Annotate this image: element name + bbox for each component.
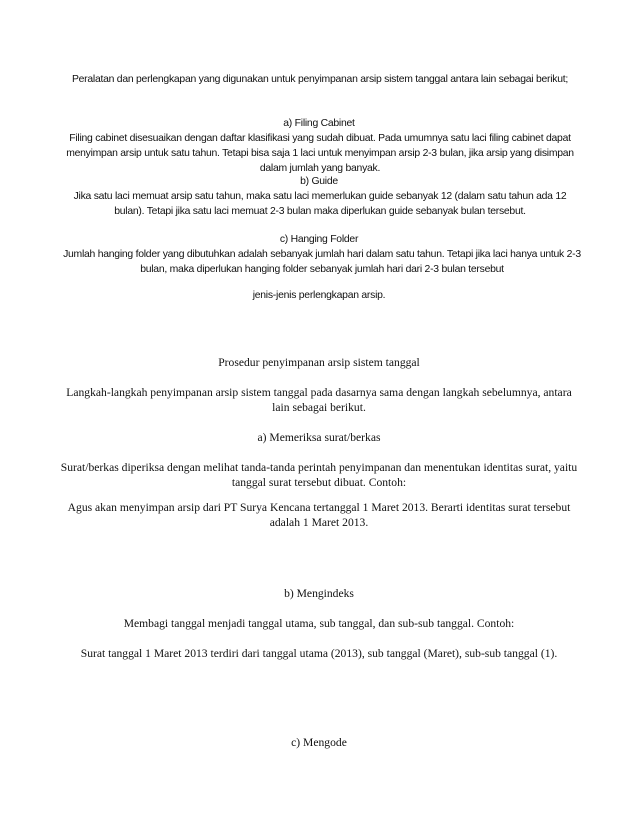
procedure-intro: Langkah-langkah penyimpanan arsip sistem tanggal pada dasarnya sama dengan langkah sebelumnya, antara lain sebagai berikut.	[66, 386, 572, 414]
step-a-example: Agus akan menyimpan arsip dari PT Surya Kencana tertanggal 1 Maret 2013. Berarti identitas surat tersebut adalah 1 Maret 2013.	[67, 501, 571, 529]
step-a-title: a) Memeriksa surat/berkas	[257, 431, 381, 444]
equipment-intro: Peralatan dan perlengkapan yang digunakan untuk penyimpanan arsip sistem tanggal antara lain sebagai berikut;	[71, 74, 569, 85]
guide-body: Jika satu laci memuat arsip satu tahun, maka satu laci memerlukan guide sebanyak 12 (dalam satu tahun ada 12 bulan). Tetapi jika satu laci memuat 2-3 bulan maka diperlukan guide sebanyak bulan tersebut.	[73, 191, 567, 217]
step-a-body: Surat/berkas diperiksa dengan melihat tanda-tanda perintah penyimpanan dan menentukan identitas surat, yaitu tanggal surat tersebut dibuat. Contoh:	[60, 461, 578, 489]
step-b-body: Membagi tanggal menjadi tanggal utama, sub tanggal, dan sub-sub tanggal. Contoh:	[123, 617, 515, 630]
filing-cabinet-title: a) Filing Cabinet	[283, 118, 355, 129]
hanging-folder-title: c) Hanging Folder	[279, 234, 359, 245]
step-c-title: c) Mengode	[291, 736, 347, 749]
filing-cabinet-body: Filing cabinet disesuaikan dengan daftar klasifikasi yang sudah dibuat. Pada umumnya satu laci filing cabinet dapat menyimpan arsip untuk satu tahun. Tetapi bisa saja 1 laci untuk menyimpan arsip 2-3 bulan, jika arsip yang disimpan dalam jumlah yang banyak.	[66, 133, 574, 174]
procedure-heading: Prosedur penyimpanan arsip sistem tanggal	[218, 356, 420, 369]
step-b-title: b) Mengindeks	[284, 587, 354, 600]
guide-title: b) Guide	[300, 176, 338, 187]
hanging-folder-body: Jumlah hanging folder yang dibutuhkan adalah sebanyak jumlah hari dalam satu tahun. Tetapi jika laci hanya untuk 2-3 bulan, maka diperlukan hanging folder sebanyak jumlah hari dari 2-3 bulan tersebut	[63, 249, 581, 275]
step-b-example: Surat tanggal 1 Maret 2013 terdiri dari tanggal utama (2013), sub tanggal (Maret), sub-sub tanggal (1).	[80, 647, 558, 660]
equipment-closing: jenis-jenis perlengkapan arsip.	[252, 290, 386, 301]
